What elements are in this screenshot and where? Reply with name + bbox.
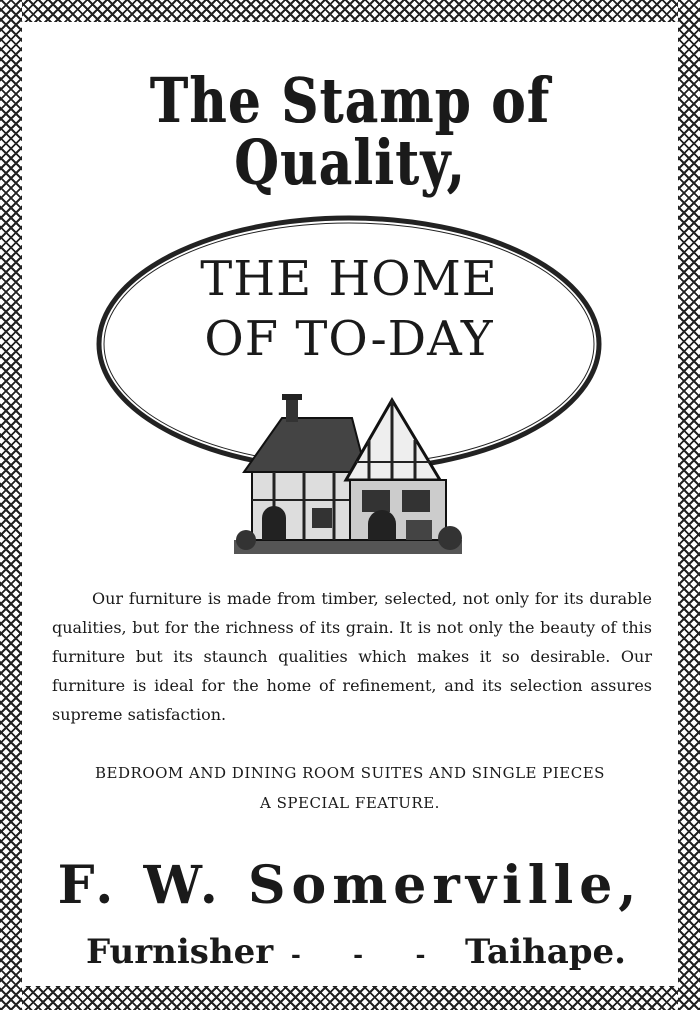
oval-title-line1: THE HOME xyxy=(200,251,498,307)
trade-label: Furnisher xyxy=(86,932,274,972)
decorative-border-left xyxy=(0,0,22,1010)
headline: The Stamp of Quality, xyxy=(149,64,551,199)
separator-dashes: - - - xyxy=(290,940,448,969)
merchant-name: F. W. Somerville, xyxy=(57,855,643,916)
feature-line2: A SPECIAL FEATURE. xyxy=(260,794,440,812)
oval-title-line2: OF TO-DAY xyxy=(204,311,494,367)
feature-line1: BEDROOM AND DINING ROOM SUITES AND SINGLE PIECES xyxy=(95,764,605,782)
advertisement xyxy=(22,22,678,986)
feature-notice xyxy=(42,758,658,818)
decorative-border-top xyxy=(0,0,700,22)
merchant-footer xyxy=(86,932,626,972)
decorative-border-bottom xyxy=(0,986,700,1010)
decorative-border-right xyxy=(678,0,700,1010)
body-copy: Our furniture is made from timber, selected, not only for its durable qualities, but for the richness of its grain. It is not only the beauty of this furniture but its staunch qualities which makes it so desirable. Our furniture is ideal for the home of refinement, and its selection assures supreme satisfaction. xyxy=(52,589,652,724)
tudor-house-icon xyxy=(234,390,462,560)
town-label: Taihape. xyxy=(465,932,626,972)
